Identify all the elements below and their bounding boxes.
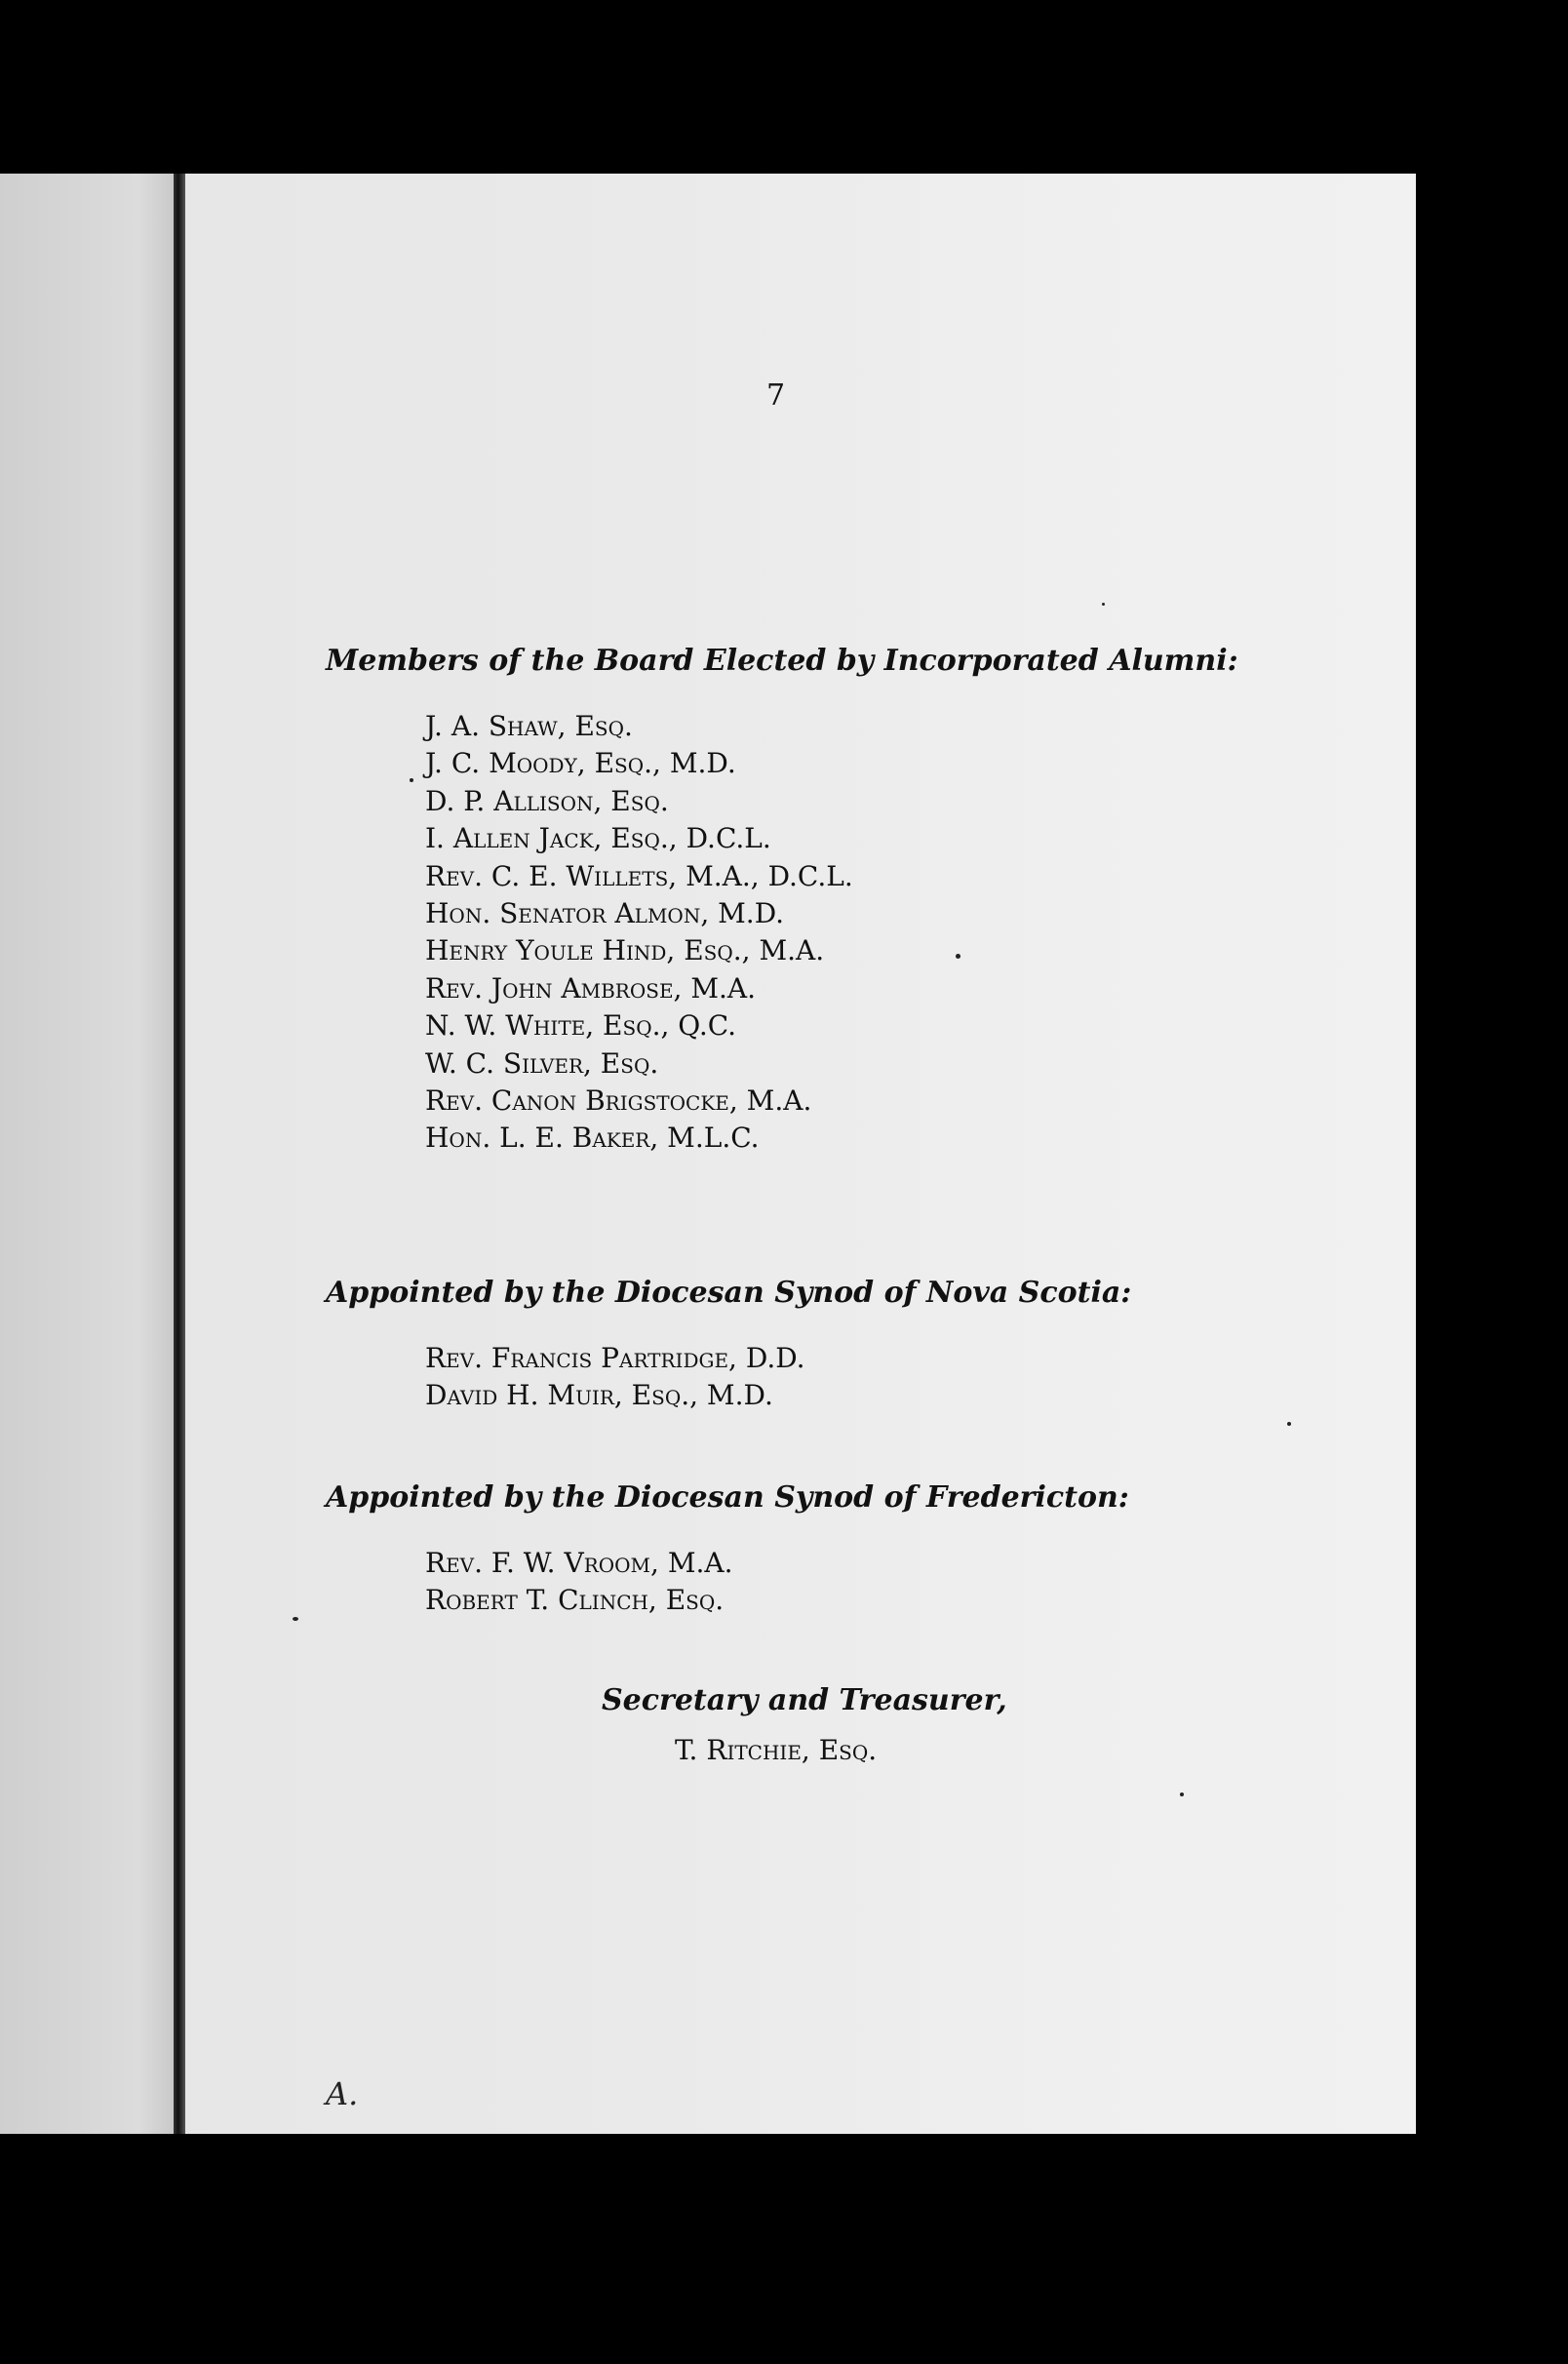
member-item: J. A. Shaw, Esq. [425, 710, 633, 742]
scan-speck [410, 778, 413, 782]
scan-speck [1287, 1422, 1291, 1426]
member-item: Hon. Senator Almon, M.D. [425, 897, 785, 930]
member-item: W. C. Silver, Esq. [425, 1046, 659, 1080]
member-item: Rev. Canon Brigstocke, M.A. [425, 1084, 812, 1118]
nova-scotia-members-list [425, 1340, 805, 1415]
section-heading-alumni: Members of the Board Elected by Incorporated Alumni: [326, 644, 1238, 678]
member-item: Rev. Francis Partridge, D.D. [425, 1342, 805, 1374]
secretary-title: Secretary and Treasurer, [602, 1683, 1007, 1717]
member-item: Rev. John Ambrose, M.A. [425, 971, 757, 1005]
scan-speck [1102, 603, 1105, 606]
binding-spine [174, 174, 185, 2134]
secretary-name: T. Ritchie, Esq. [675, 1734, 878, 1766]
scan-speck [293, 1617, 298, 1621]
member-item: Robert T. Clinch, Esq. [425, 1584, 725, 1617]
member-item: David H. Muir, Esq., M.D. [425, 1379, 773, 1412]
scanned-page [0, 174, 1416, 2134]
scan-speck [1180, 1793, 1184, 1796]
member-item: D. P. Allison, Esq. [425, 784, 669, 817]
alumni-members-list [425, 708, 853, 1158]
scan-speck [956, 954, 960, 959]
member-item: J. C. Moody, Esq., M.D. [425, 747, 736, 780]
member-item: Henry Youle Hind, Esq., M.A. [425, 934, 825, 967]
page-number: 7 [766, 378, 786, 413]
member-item: N. W. White, Esq., Q.C. [425, 1009, 737, 1043]
member-item: Rev. C. E. Willets, M.A., D.C.L. [425, 859, 853, 892]
handwritten-margin-mark: A. [326, 2075, 359, 2112]
facing-page-edge [0, 174, 174, 2134]
member-item: I. Allen Jack, Esq., D.C.L. [425, 822, 771, 855]
section-heading-nova-scotia: Appointed by the Diocesan Synod of Nova Scotia: [326, 1276, 1132, 1310]
section-heading-fredericton: Appointed by the Diocesan Synod of Fredericton: [326, 1480, 1129, 1515]
member-item: Rev. F. W. Vroom, M.A. [425, 1547, 733, 1579]
fredericton-members-list [425, 1545, 733, 1620]
member-item: Hon. L. E. Baker, M.L.C. [425, 1122, 760, 1155]
